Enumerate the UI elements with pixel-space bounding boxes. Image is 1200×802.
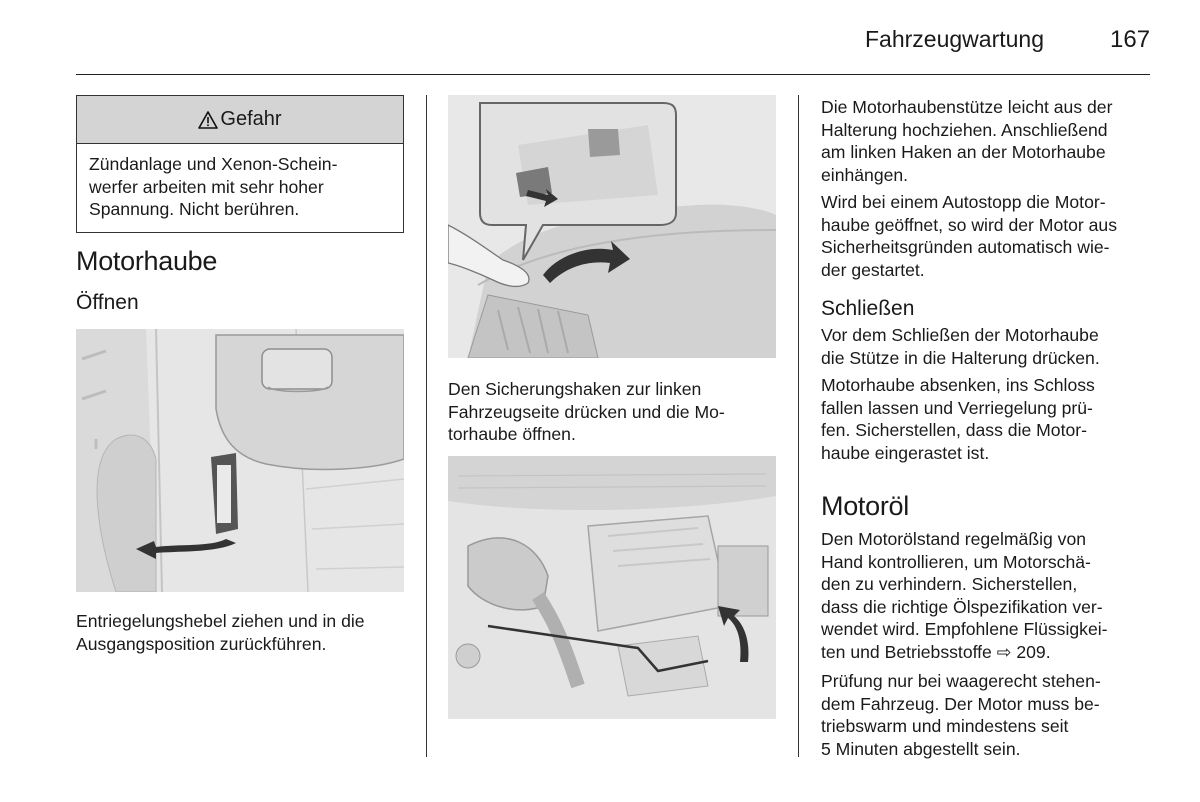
danger-notice-text xyxy=(77,144,403,221)
text-line: Den Sicherungshaken zur linken xyxy=(448,379,702,399)
text-line: Motorhaube absenken, ins Schloss xyxy=(821,375,1095,395)
text-line: Spannung. Nicht berühren. xyxy=(89,199,300,219)
hood-release-lever-illustration xyxy=(76,329,404,592)
paragraph-support-strut xyxy=(821,96,1112,186)
paragraph-oil-level xyxy=(821,528,1108,663)
text-line: einhängen. xyxy=(821,164,909,185)
paragraph-oil-check-conditions xyxy=(821,670,1101,760)
danger-notice-title: Gefahr xyxy=(220,108,282,130)
column-divider-left xyxy=(426,95,427,757)
paragraph-lower-hood xyxy=(821,374,1095,464)
column-divider-right xyxy=(798,95,799,757)
text-line: der gestartet. xyxy=(821,259,925,280)
caption-release-lever xyxy=(76,610,365,655)
text-line: Die Motorhaubenstütze leicht aus der xyxy=(821,97,1113,117)
paragraph-closing-strut xyxy=(821,324,1100,369)
section-heading-hood: Motorhaube xyxy=(76,246,218,276)
subheading-opening: Öffnen xyxy=(76,291,139,314)
text-line: Sicherheitsgründen automatisch wie- xyxy=(821,237,1110,257)
page-header-title: Fahrzeugwartung xyxy=(865,26,1044,52)
paragraph-autostop xyxy=(821,191,1117,281)
text-line: dass die richtige Ölspezifikation ver- xyxy=(821,596,1103,617)
text-line: 5 Minuten abgestellt sein. xyxy=(821,738,1021,759)
danger-notice xyxy=(76,95,404,233)
text-line: haube geöffnet, so wird der Motor aus xyxy=(821,214,1118,235)
text-line: Fahrzeugseite drücken und die Mo- xyxy=(448,401,725,422)
text-line: Halterung hochziehen. Anschließend xyxy=(821,119,1108,140)
text-line: Prüfung nur bei waagerecht stehen- xyxy=(821,671,1101,691)
text-line: die Stütze in die Halterung drücken. xyxy=(821,347,1100,368)
section-heading-engine-oil: Motoröl xyxy=(821,491,909,521)
text-line: dem Fahrzeug. Der Motor muss be- xyxy=(821,693,1100,714)
text-line: den zu verhindern. Sicherstellen, xyxy=(821,574,1078,594)
text-line: fallen lassen und Verriegelung prü- xyxy=(821,397,1093,418)
text-line: haube eingerastet ist. xyxy=(821,442,990,463)
hood-support-strut-illustration xyxy=(448,456,776,719)
text-line: triebswarm und mindestens seit xyxy=(821,716,1069,736)
text-line: Hand kontrollieren, um Motorschä- xyxy=(821,551,1091,572)
safety-catch-illustration xyxy=(448,95,776,358)
text-line: Den Motorölstand regelmäßig von xyxy=(821,529,1087,549)
text-line: Vor dem Schließen der Motorhaube xyxy=(821,325,1099,345)
text-line: wendet wird. Empfohlene Flüssigkei- xyxy=(821,619,1108,639)
text-line: ten und Betriebsstoffe ⇨ 209. xyxy=(821,641,1051,662)
text-line: Ausgangsposition zurückführen. xyxy=(76,633,327,654)
text-line: am linken Haken an der Motorhaube xyxy=(821,142,1106,162)
warning-triangle-icon xyxy=(198,111,218,129)
subheading-closing: Schließen xyxy=(821,297,915,320)
text-line: fen. Sicherstellen, dass die Motor- xyxy=(821,420,1087,440)
text-line: Entriegelungshebel ziehen und in die xyxy=(76,611,365,631)
text-line: werfer arbeiten mit sehr hoher xyxy=(89,176,324,197)
page-number: 167 xyxy=(1110,26,1151,53)
text-line: Wird bei einem Autostopp die Motor- xyxy=(821,192,1106,212)
text-line: Zündanlage und Xenon-Schein- xyxy=(89,154,338,174)
danger-notice-header xyxy=(77,96,403,144)
header-rule xyxy=(76,74,1150,75)
text-line: torhaube öffnen. xyxy=(448,424,576,444)
caption-safety-catch xyxy=(448,378,725,446)
